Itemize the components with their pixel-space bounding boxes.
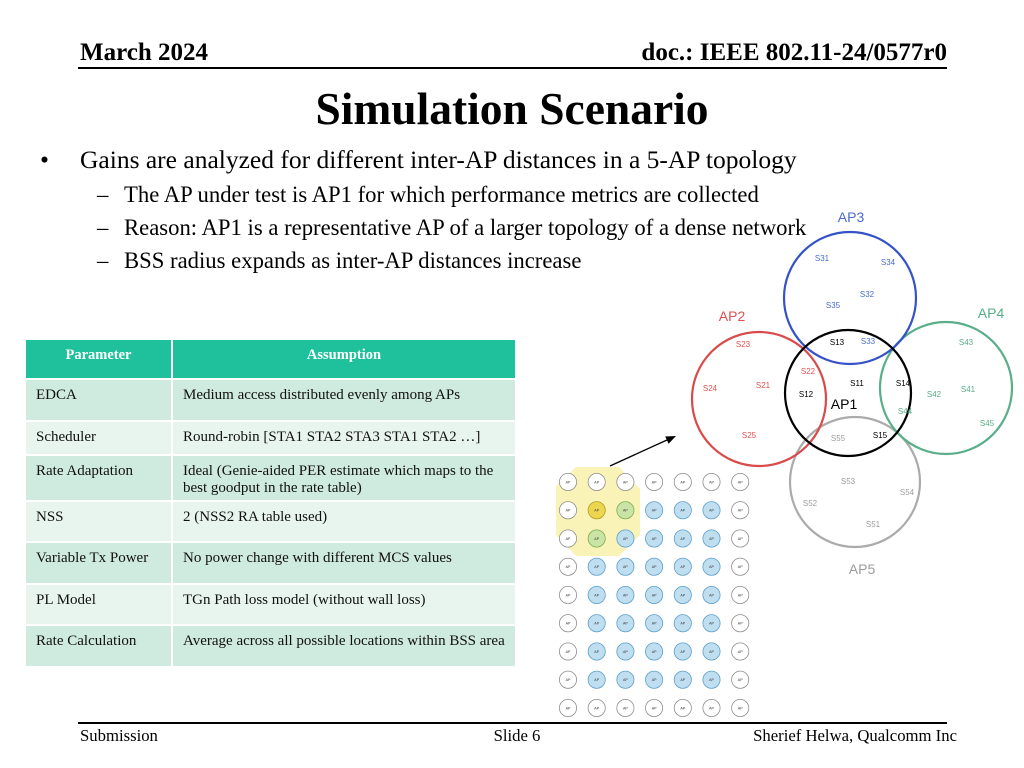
station-label-s21: S21 [755,381,771,390]
table-cell-parameter: Variable Tx Power [26,543,171,583]
grid-ap-node [588,699,605,716]
grid-ap-node-label: AP [737,536,743,541]
grid-ap-node [559,473,576,490]
bss-circle-ap3 [784,232,916,364]
grid-ap-node [732,643,749,660]
grid-ap-node-label: AP [623,536,628,541]
station-label-s13: S13 [829,338,845,347]
table-header-assumption: Assumption [173,340,515,378]
grid-ap-node-label: AP [737,678,743,683]
header-doc-id: doc.: IEEE 802.11-24/0577r0 [641,39,947,66]
table-cell-assumption: No power change with different MCS values [173,543,515,583]
ap-label-ap2: AP2 [718,308,746,324]
grid-ap-node [646,502,663,519]
grid-ap-node [559,615,576,632]
table-header-parameter: Parameter [26,340,171,378]
table-cell-assumption: Round-robin [STA1 STA2 STA3 STA1 STA2 …] [173,422,515,454]
grid-ap-node-label: AP [651,508,657,513]
sub-bullet-text: BSS radius expands as inter-AP distances increase [124,248,582,273]
grid-ap-node-label: AP [565,706,571,711]
grid-ap-node-label: AP [709,649,714,654]
grid-ap-node [617,530,634,547]
station-label-s11: S11 [850,379,864,388]
station-label-s22: S22 [800,367,816,376]
table-cell-parameter: PL Model [26,585,171,624]
grid-ap-node [646,586,663,603]
grid-ap-node [588,558,605,575]
station-label-s14: S14 [895,379,911,388]
grid-ap-node [703,671,720,688]
grid-ap-node-label: AP [623,480,628,485]
ap-grid [559,473,748,716]
grid-ap-node-label: AP [565,593,571,598]
grid-ap-node-label: AP [680,706,686,711]
grid-ap-node-label: AP [737,621,743,626]
grid-ap-node-label: AP [651,593,657,598]
grid-ap-node-label: AP [709,565,714,570]
grid-ap-node [617,643,634,660]
grid-ap-node [646,473,663,490]
grid-ap-node [617,558,634,575]
grid-ap-node [588,615,605,632]
grid-ap-node [703,502,720,519]
grid-ap-node-label: AP [623,621,628,626]
ap-label-ap5: AP5 [848,561,876,577]
grid-ap-node-label: AP [623,565,628,570]
bss-circle-ap2 [692,332,826,466]
station-label-s42: S42 [926,390,942,399]
table-cell-parameter: Scheduler [26,422,171,454]
sub-bullet-marker: – [97,248,109,273]
grid-ap-node-label: AP [594,706,600,711]
grid-ap-node-label: AP [623,706,628,711]
grid-ap-node-label: AP [709,480,714,485]
grid-ap-node [674,586,691,603]
slide-title: Simulation Scenario [315,83,709,134]
grid-ap-node [732,671,749,688]
grid-ap-node [617,586,634,603]
grid-ap-node-label: AP [737,565,743,570]
grid-ap-node [732,699,749,716]
grid-ap-node-label: AP [594,678,600,683]
grid-ap-node-label: AP [737,508,743,513]
grid-ap-node-label: AP [651,649,657,654]
ap-label-ap3: AP3 [837,209,865,225]
grid-ap-node [617,502,634,519]
grid-ap-node-label: AP [594,536,600,541]
grid-ap-node [559,671,576,688]
grid-ap-node-label: AP [651,706,657,711]
footer-submission: Submission [80,726,158,745]
grid-ap-node [703,643,720,660]
station-label-s15: S15 [872,431,888,440]
grid-ap-node [617,473,634,490]
grid-ap-node-label: AP [594,508,600,513]
grid-ap-node-label: AP [623,649,628,654]
grid-ap-node [674,558,691,575]
grid-ap-node-label: AP [623,593,628,598]
station-label-s52: S52 [802,499,818,508]
ap-label-ap1: AP1 [830,396,858,412]
grid-ap-node [674,643,691,660]
station-label-s51: S51 [865,520,881,529]
grid-ap-node-label: AP [680,678,686,683]
footer-author: Sherief Helwa, Qualcomm Inc [753,726,957,745]
grid-ap-node-label: AP [709,678,714,683]
table-cell-parameter: Rate Calculation [26,626,171,666]
grid-ap-node-label: AP [594,593,600,598]
grid-ap-node-label: AP [623,508,628,513]
grid-ap-node [559,699,576,716]
grid-ap-node-label: AP [565,536,571,541]
grid-ap-node [588,586,605,603]
station-label-s43: S43 [958,338,974,347]
grid-ap-node [646,699,663,716]
grid-ap-node [559,586,576,603]
grid-ap-node [732,530,749,547]
station-label-s34: S34 [880,258,896,267]
arrow-head [665,436,676,444]
table-cell-parameter: EDCA [26,380,171,420]
grid-ap-node [588,502,605,519]
grid-ap-node [588,473,605,490]
grid-ap-node [646,615,663,632]
header-date: March 2024 [80,39,208,66]
footer-rule [78,722,947,724]
table-cell-assumption: TGn Path loss model (without wall loss) [173,585,515,624]
footer-slide-number: Slide 6 [493,726,541,745]
grid-ap-node-label: AP [565,565,571,570]
grid-ap-node-label: AP [680,536,686,541]
simulation-parameters-table [26,340,515,666]
station-label-s23: S23 [735,340,751,349]
grid-ap-node [617,699,634,716]
topology-diagram [540,200,1024,725]
station-label-s55: S55 [830,434,846,443]
grid-ap-node [732,586,749,603]
grid-ap-node-label: AP [651,480,657,485]
station-label-s31: S31 [814,254,830,263]
grid-ap-node [646,558,663,575]
grid-ap-node-label: AP [565,649,571,654]
table-cell-parameter: Rate Adaptation [26,456,171,500]
sub-bullet-text: Reason: AP1 is a representative AP of a larger topology of a dense network [124,215,807,240]
station-label-s12: S12 [798,390,814,399]
grid-ap-node-label: AP [623,678,628,683]
grid-ap-node-label: AP [651,536,657,541]
grid-ap-node [703,699,720,716]
grid-ap-node [674,530,691,547]
grid-ap-node [703,558,720,575]
grid-ap-node [588,643,605,660]
grid-ap-node-label: AP [680,621,686,626]
grid-ap-node [732,615,749,632]
grid-ap-node-label: AP [680,508,686,513]
grid-ap-node [674,671,691,688]
grid-ap-node-label: AP [737,649,743,654]
bullet-main-text: Gains are analyzed for different inter-AP distances in a 5-AP topology [80,145,797,174]
grid-ap-node-label: AP [680,593,686,598]
grid-ap-node-label: AP [565,508,571,513]
sub-bullet-text: The AP under test is AP1 for which performance metrics are collected [124,182,759,207]
arrow-line [610,440,667,466]
grid-ap-node [559,643,576,660]
grid-ap-node-label: AP [709,621,714,626]
grid-ap-node [703,473,720,490]
grid-ap-node [588,671,605,688]
grid-ap-node [646,643,663,660]
grid-ap-node-label: AP [709,593,714,598]
grid-ap-node-label: AP [565,678,571,683]
grid-ap-node-label: AP [680,565,686,570]
grid-ap-node-label: AP [709,536,714,541]
grid-ap-node-label: AP [709,508,714,513]
grid-ap-node [674,473,691,490]
grid-ap-node [646,671,663,688]
station-label-s25: S25 [741,431,757,440]
bullet-marker: • [40,145,49,174]
grid-ap-node [559,502,576,519]
grid-ap-node [559,558,576,575]
table-cell-assumption: Ideal (Genie-aided PER estimate which maps to the best goodput in the rate table) [173,456,515,500]
grid-ap-node-label: AP [594,621,600,626]
grid-ap-node [674,615,691,632]
sub-bullet-marker: – [97,182,109,207]
grid-ap-node-label: AP [594,565,600,570]
grid-ap-node [588,530,605,547]
station-label-s24: S24 [702,384,718,393]
grid-ap-node [674,699,691,716]
table-cell-assumption: Medium access distributed evenly among APs [173,380,515,420]
grid-ap-node [732,558,749,575]
grid-ap-node-label: AP [680,480,686,485]
station-label-s54: S54 [899,488,915,497]
grid-ap-node-label: AP [737,593,743,598]
station-label-s53: S53 [840,477,856,486]
grid-ap-node [703,615,720,632]
pointer-arrow [610,436,676,466]
grid-ap-node-label: AP [565,621,571,626]
table-cell-parameter: NSS [26,502,171,541]
grid-ap-node-label: AP [709,706,714,711]
header-rule [78,67,947,69]
grid-ap-node [674,502,691,519]
grid-ap-node-label: AP [594,480,600,485]
table-cell-assumption: 2 (NSS2 RA table used) [173,502,515,541]
grid-ap-node-label: AP [680,649,686,654]
station-label-s35: S35 [825,301,841,310]
grid-ap-node-label: AP [651,621,657,626]
station-label-s45: S45 [979,419,995,428]
grid-ap-node-label: AP [594,649,600,654]
grid-ap-node [559,530,576,547]
station-label-s32: S32 [859,290,875,299]
station-label-s33: S33 [860,337,876,346]
grid-ap-node [732,502,749,519]
grid-ap-node-label: AP [737,480,743,485]
grid-ap-node [703,586,720,603]
grid-ap-node-label: AP [737,706,743,711]
station-label-s44: S44 [897,407,913,416]
grid-ap-node-label: AP [651,678,657,683]
sub-bullet-marker: – [97,215,109,240]
grid-ap-node-label: AP [565,480,571,485]
grid-ap-node-label: AP [651,565,657,570]
grid-ap-node [617,671,634,688]
grid-ap-node [703,530,720,547]
table-cell-assumption: Average across all possible locations within BSS area [173,626,515,666]
station-label-s41: S41 [960,385,976,394]
grid-ap-node [617,615,634,632]
grid-ap-node [732,473,749,490]
grid-ap-node [646,530,663,547]
ap-label-ap4: AP4 [977,305,1005,321]
